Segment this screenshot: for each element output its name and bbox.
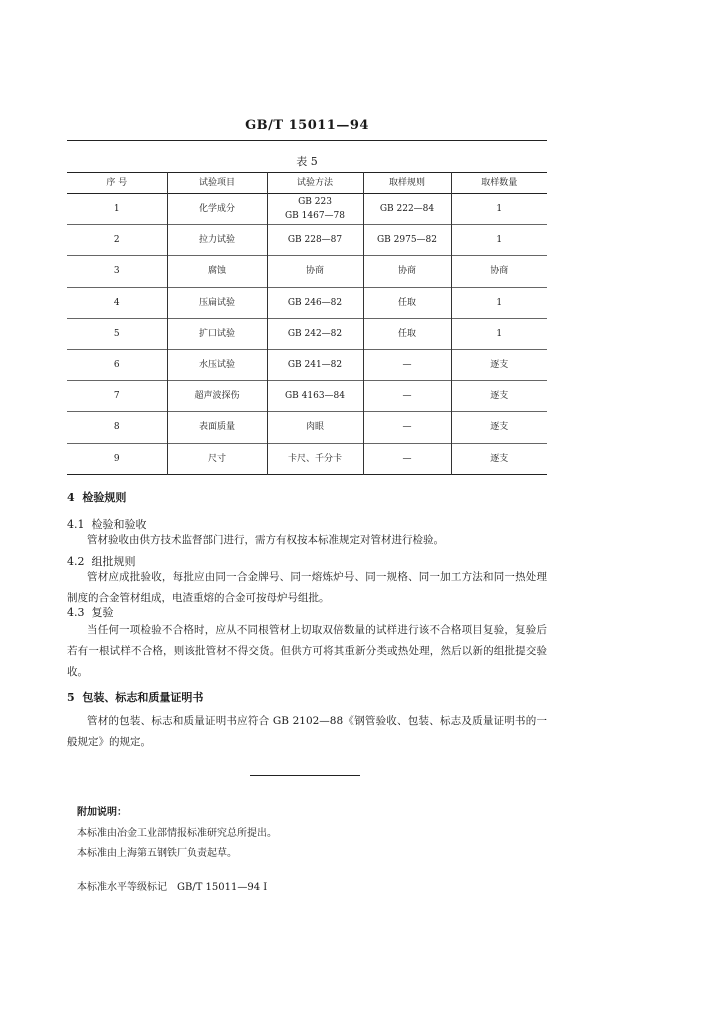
cell-method: 肉眼	[267, 412, 363, 443]
section-number: 4	[67, 491, 75, 504]
cell-no: 1	[113, 204, 120, 215]
table-row	[67, 225, 547, 256]
section-4-3-text: 当任何一项检验不合格时，应从不同根管材上切取双倍数量的试样进行该不合格项目复验，复验后若有一根试样不合格，则该批管材不得交货。但供方可将其重新分类或热处理，然后以新的组批提交验收。	[67, 624, 547, 678]
cell-method-line: GB 223	[298, 197, 332, 208]
cell-qty: 1	[451, 225, 547, 256]
cell-item: 化学成分	[167, 194, 267, 225]
section-5-text: 管材的包装、标志和质量证明书应符合 GB 2102—88《钢管验收、包装、标志及质量证明书的一般规定》的规定。	[67, 715, 547, 748]
standard-code-header: GB/T 15011—94	[245, 118, 369, 133]
notes-line: 本标准由上海第五钢铁厂负责起草。	[77, 848, 237, 859]
test-spec-table	[67, 172, 547, 475]
cell-rule: —	[363, 412, 451, 443]
cell-method: GB 242—82	[267, 318, 363, 349]
cell-item: 腐蚀	[167, 256, 267, 287]
cell-qty: 逐支	[451, 412, 547, 443]
cell-method: 卡尺、千分卡	[267, 443, 363, 474]
cell-method-line: GB 1467—78	[284, 211, 346, 222]
cell-rule: 任取	[363, 287, 451, 318]
cell-item: 超声波探伤	[167, 381, 267, 412]
column-header-method: 试验方法	[267, 173, 363, 194]
header-rule	[67, 140, 547, 141]
column-header-rule: 取样规则	[363, 173, 451, 194]
section-4-2-text: 管材应成批验收，每批应由同一合金牌号、同一熔炼炉号、同一规格、同一加工方法和同一热处理制度的合金管材组成，电渣重熔的合金可按母炉号组批。	[67, 571, 547, 604]
cell-no: 4	[113, 297, 120, 308]
cell-qty: 逐支	[451, 349, 547, 380]
cell-qty: 协商	[451, 256, 547, 287]
cell-qty: 1	[451, 287, 547, 318]
section-number: 4.2	[67, 555, 85, 568]
table-row	[67, 194, 547, 225]
cell-qty: 1	[451, 194, 547, 225]
table-header-row	[67, 173, 547, 194]
cell-rule: —	[363, 381, 451, 412]
cell-no: 7	[113, 391, 120, 402]
cell-no: 6	[113, 360, 120, 371]
cell-method: 协商	[267, 256, 363, 287]
table-row	[67, 443, 547, 474]
column-header-item: 试验项目	[167, 173, 267, 194]
cell-qty: 逐支	[451, 381, 547, 412]
cell-item: 压扁试验	[167, 287, 267, 318]
table-row	[67, 318, 547, 349]
cell-no: 8	[113, 422, 120, 433]
section-4-1-text: 管材验收由供方技术监督部门进行，需方有权按本标准规定对管材进行检验。	[87, 534, 444, 546]
cell-item: 尺寸	[167, 443, 267, 474]
cell-no: 3	[113, 266, 120, 277]
cell-method: GB 246—82	[267, 287, 363, 318]
table-row	[67, 381, 547, 412]
cell-no: 9	[113, 453, 120, 464]
section-number: 4.1	[67, 518, 85, 531]
table-row	[67, 349, 547, 380]
cell-item: 拉力试验	[167, 225, 267, 256]
section-title: 包装、标志和质量证明书	[82, 691, 204, 704]
cell-no: 2	[113, 235, 120, 246]
cell-rule: —	[363, 349, 451, 380]
table-title: 表 5	[296, 155, 318, 168]
cell-method: GB 228—87	[267, 225, 363, 256]
standard-level-mark: 本标准水平等级标记 GB/T 15011—94 I	[77, 882, 268, 893]
cell-method	[267, 194, 363, 225]
table-row	[67, 412, 547, 443]
cell-rule: GB 222—84	[363, 194, 451, 225]
section-title: 检验规则	[82, 491, 127, 504]
cell-method: GB 4163—84	[267, 381, 363, 412]
section-5-heading	[67, 689, 203, 705]
section-title: 检验和验收	[91, 518, 147, 531]
cell-no: 5	[113, 328, 120, 339]
section-title: 组批规则	[91, 555, 136, 568]
column-header-qty: 取样数量	[451, 173, 547, 194]
notes-heading: 附加说明：	[77, 807, 127, 818]
table-row	[67, 256, 547, 287]
section-4-heading	[67, 489, 126, 505]
cell-item: 水压试验	[167, 349, 267, 380]
cell-qty: 逐支	[451, 443, 547, 474]
table-row	[67, 287, 547, 318]
section-number: 4.3	[67, 606, 85, 619]
section-4-3-heading	[67, 604, 114, 620]
cell-item: 表面质量	[167, 412, 267, 443]
cell-rule: GB 2975—82	[363, 225, 451, 256]
cell-rule: 协商	[363, 256, 451, 287]
cell-rule: —	[363, 443, 451, 474]
notes-line: 本标准由冶金工业部情报标准研究总所提出。	[77, 828, 277, 839]
section-number: 5	[67, 691, 75, 704]
column-header-no: 序 号	[106, 178, 128, 188]
footnote-rule	[250, 775, 360, 776]
cell-qty: 1	[451, 318, 547, 349]
cell-rule: 任取	[363, 318, 451, 349]
section-title: 复验	[91, 606, 114, 619]
cell-item: 扩口试验	[167, 318, 267, 349]
cell-method: GB 241—82	[267, 349, 363, 380]
